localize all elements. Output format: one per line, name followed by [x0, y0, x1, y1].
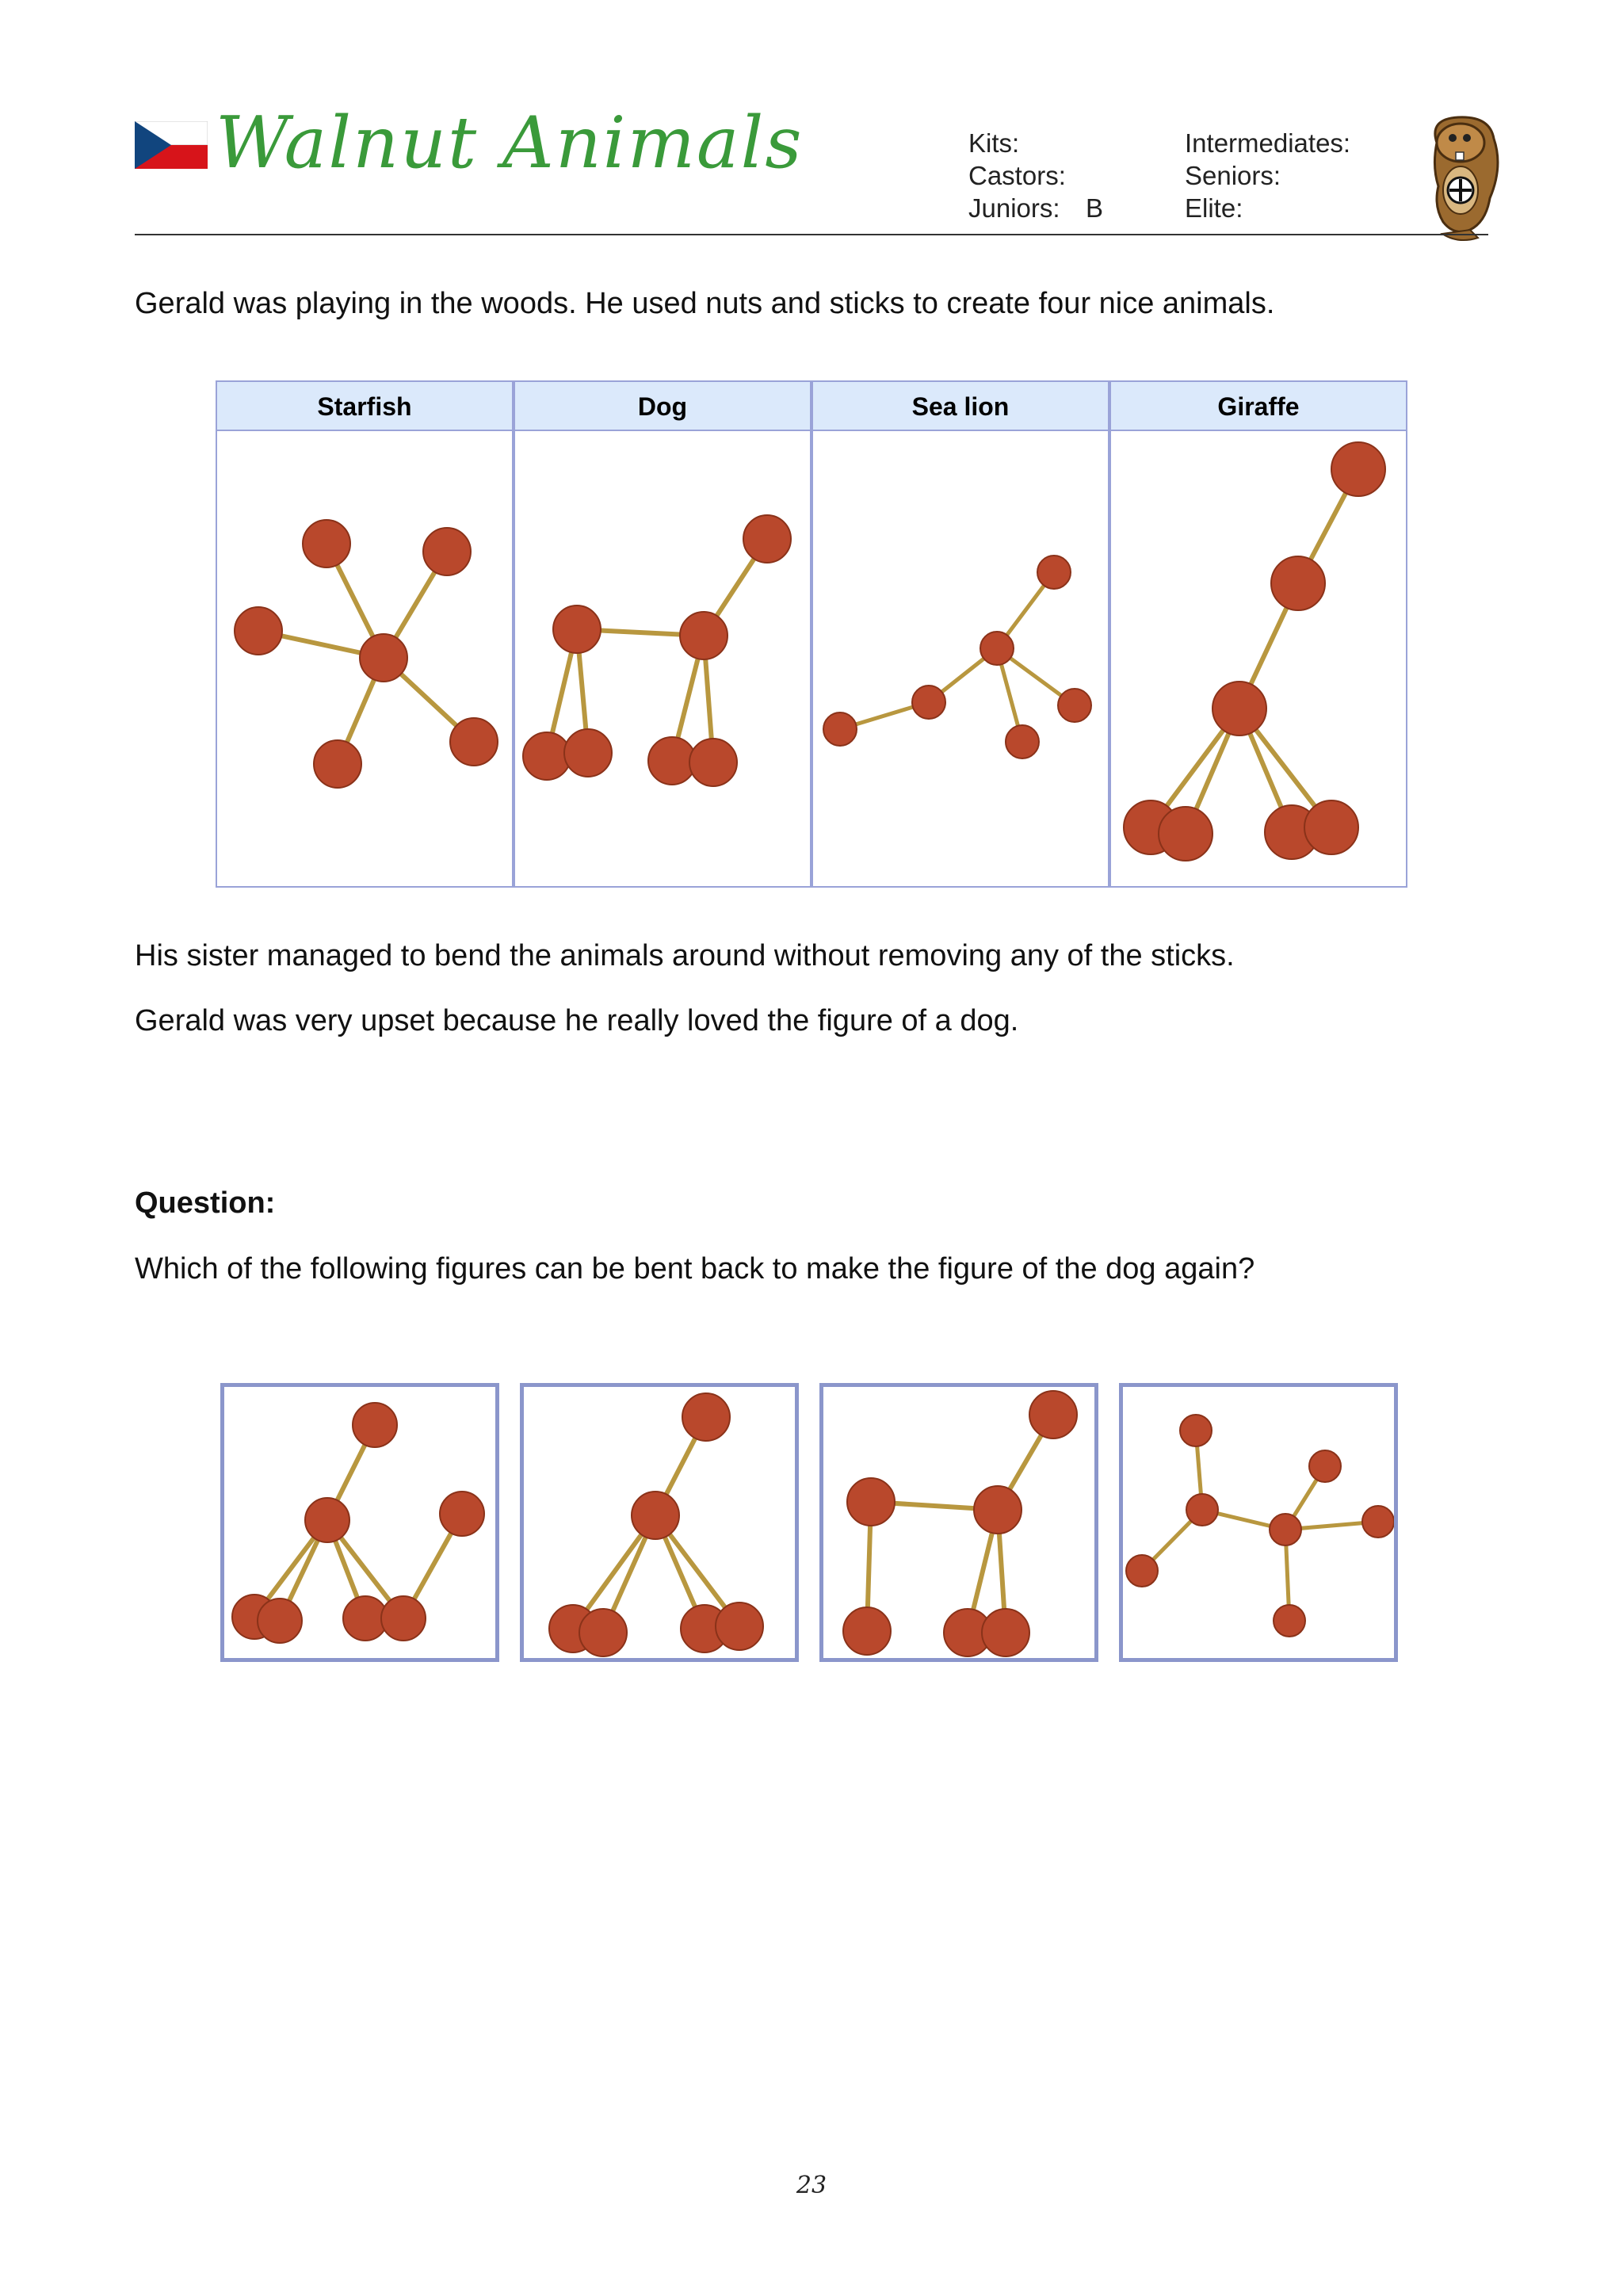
- answer-option-3[interactable]: [819, 1383, 1098, 1662]
- page-title: Walnut Animals: [216, 101, 804, 185]
- category-intermediates: Intermediates:: [1185, 128, 1351, 158]
- sea-lion-figure: [813, 431, 1108, 886]
- animal-name: Giraffe: [1111, 382, 1406, 431]
- beaver-mascot-icon: [1415, 111, 1510, 246]
- category-kits: Kits:: [968, 128, 1020, 158]
- animal-name: Dog: [515, 382, 810, 431]
- intro-text: Gerald was playing in the woods. He used nuts and sticks to create four nice animals.: [135, 287, 1275, 320]
- category-seniors: Seniors:: [1185, 161, 1281, 190]
- animal-name: Starfish: [217, 382, 512, 431]
- animal-column-sea-lion: [812, 380, 1109, 888]
- giraffe-figure: [1111, 431, 1406, 886]
- answer-option-2[interactable]: [520, 1383, 799, 1662]
- question-text: Which of the following figures can be bent back to make the figure of the dog again?: [135, 1252, 1255, 1286]
- category-elite: Elite:: [1185, 193, 1243, 223]
- category-castors: Castors:: [968, 161, 1066, 190]
- answer-option-1[interactable]: [220, 1383, 499, 1662]
- story-line-1: His sister managed to bend the animals around without removing any of the sticks.: [135, 939, 1235, 972]
- animal-name: Sea lion: [813, 382, 1108, 431]
- category-juniors: Juniors:: [968, 193, 1060, 223]
- animal-column-starfish: [216, 380, 514, 888]
- question-heading: Question:: [135, 1186, 276, 1220]
- page-number: 23: [796, 2172, 827, 2199]
- answer-option-4[interactable]: [1119, 1383, 1398, 1662]
- header-divider: [135, 234, 1488, 235]
- animal-column-dog: [514, 380, 812, 888]
- animal-column-giraffe: [1109, 380, 1407, 888]
- starfish-figure: [217, 431, 512, 886]
- dog-figure: [515, 431, 810, 886]
- category-juniors-level: B: [1086, 193, 1104, 223]
- story-line-2: Gerald was very upset because he really loved the figure of a dog.: [135, 1004, 1019, 1037]
- animals-table: [216, 380, 1407, 888]
- czech-flag-icon: [135, 121, 208, 169]
